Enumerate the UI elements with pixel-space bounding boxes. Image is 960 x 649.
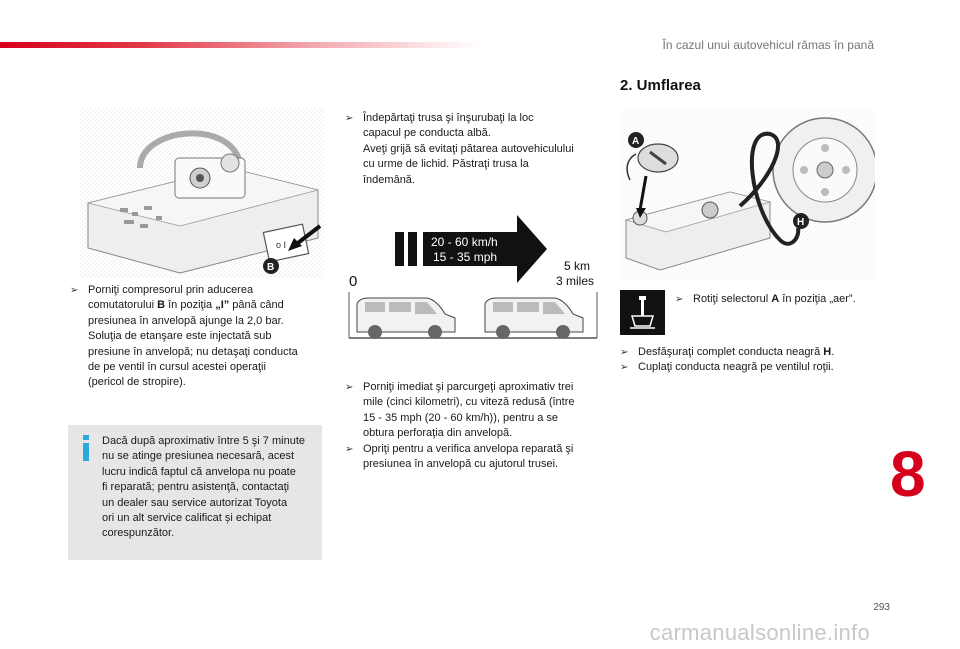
middle-instructions-top: [345, 111, 601, 188]
bullet-item: [620, 360, 885, 375]
page-number: 293: [873, 602, 890, 613]
bullet-marker-icon: ➢: [70, 285, 79, 296]
text-line: presiunea în anvelopă ajunge la 2,0 bar.: [88, 314, 284, 327]
text-line: comutatorului B în poziţia „I” până când: [88, 299, 284, 312]
chapter-number: 8: [890, 438, 926, 510]
text-line: Porniţi compresorul prin aducerea: [88, 284, 254, 296]
speed-kmh-label: 20 - 60 km/h: [431, 235, 498, 249]
text-line: (pericol de stropire).: [88, 376, 186, 389]
text-line: îndemână.: [363, 173, 415, 186]
inflation-illustration: [620, 110, 875, 280]
section-title: 2. Umflarea: [620, 77, 701, 94]
text-line: Rotiţi selectorul A în poziţia „aer”.: [693, 293, 856, 305]
van-icon: [357, 298, 455, 339]
text-line: mile (cinci kilometri), cu viteză redusă (între: [363, 396, 575, 409]
info-box: [68, 425, 322, 560]
text-line: presiunea în anvelopă cu ajutorul trusei.: [363, 458, 559, 471]
text-line: ori un alt service calificat și echipat: [102, 512, 272, 525]
info-icon: [80, 435, 92, 461]
text-line: 15 - 35 mph (20 - 60 km/h)), pentru a se: [363, 411, 559, 424]
bullet-item: [345, 380, 601, 442]
tire-valve-icon: [620, 290, 665, 335]
text-line: Cuplaţi conducta neagră pe ventilul roţii.: [638, 361, 834, 374]
text-line: Îndepărtaţi trusa şi înşurubaţi la loc: [363, 112, 534, 124]
label-a: A: [632, 136, 640, 147]
text-line: presiune în anvelopă; nu detaşaţi conducta: [88, 345, 298, 358]
distance-miles-label: 3 miles: [556, 274, 595, 288]
text-line: obtura perforaţia din anvelopă.: [363, 427, 513, 440]
page-header-title: În cazul unui autovehicul rămas în pană: [662, 38, 874, 52]
selector-instruction: [675, 292, 885, 307]
wheel-icon: [773, 118, 875, 222]
bullet-item: [620, 345, 885, 360]
text-line: corespunzător.: [102, 527, 175, 540]
bullet-marker-icon: ➢: [345, 443, 354, 455]
text-line: lucru indică faptul că anvelopa nu poate: [102, 465, 296, 478]
bullet-marker-icon: ➢: [620, 362, 629, 374]
watermark: carmanualsonline.info: [649, 620, 870, 645]
text-line: nu se atinge presiunea necesară, acest: [102, 450, 295, 463]
selector-pictogram: [620, 290, 665, 335]
bullet-marker-icon: ➢: [675, 294, 684, 305]
bullet-item: [345, 111, 601, 188]
label-h: H: [797, 217, 805, 228]
bullet-item: [70, 283, 324, 391]
text-line: capacul pe conducta albă.: [363, 127, 491, 140]
text-line: fi reparată; pentru asistenţă, contactaţi: [102, 481, 290, 494]
text-line: un dealer sau service autorizat Toyota: [102, 496, 288, 509]
info-text: [102, 434, 314, 542]
speed-mph-label: 15 - 35 mph: [433, 250, 498, 264]
distance-km-label: 5 km: [564, 259, 591, 273]
speed-distance-illustration: [345, 212, 601, 344]
header-accent-bar: [0, 42, 480, 48]
text-line: Aveţi grijă să evitaţi pătarea autovehiculului: [363, 142, 574, 155]
bullet-marker-icon: ➢: [345, 113, 354, 124]
bullet-item: [345, 442, 601, 473]
left-instructions: [70, 283, 324, 391]
van-icon: [485, 298, 583, 339]
text-line: Dacă după aproximativ între 5 şi 7 minute: [102, 435, 305, 447]
text-line: Opriţi pentru a verifica anvelopa reparată şi: [363, 442, 574, 455]
label-b: B: [267, 262, 275, 273]
text-line: cu urme de lichid. Păstraţi trusa la: [363, 158, 529, 171]
start-label: 0: [349, 273, 358, 290]
right-instructions: [620, 345, 885, 376]
text-line: Desfăşuraţi complet conducta neagră H.: [638, 346, 835, 358]
middle-instructions-bottom: [345, 380, 601, 472]
text-line: Porniţi imediat şi parcurgeţi aproximativ trei: [363, 381, 574, 393]
bullet-item: [675, 292, 885, 307]
bullet-marker-icon: ➢: [620, 347, 629, 358]
bullet-marker-icon: ➢: [345, 382, 354, 393]
text-line: Soluţia de etanşare este injectată sub: [88, 330, 272, 343]
svg-text:o I: o I: [276, 240, 287, 250]
text-line: de pe ventil în cursul acestei operaţii: [88, 361, 266, 374]
compressor-illustration: [80, 108, 324, 278]
